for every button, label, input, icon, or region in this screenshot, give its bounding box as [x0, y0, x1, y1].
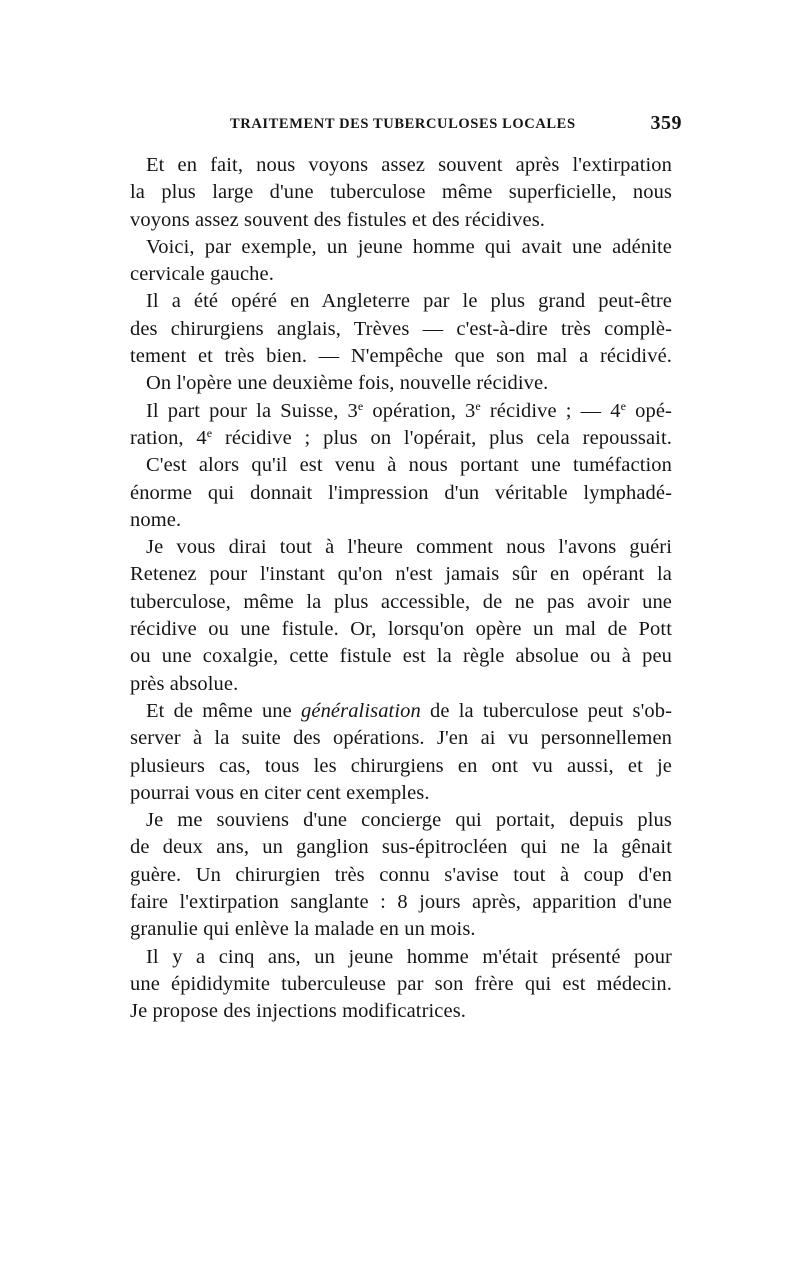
- text-line: Et en fait, nous voyons assez souvent après l'extirpation: [146, 154, 672, 176]
- running-head: [130, 114, 682, 138]
- text-line: server à la suite des opérations. J'en ai vu personnellemen: [130, 727, 672, 750]
- text-line: On l'opère une deuxième fois, nouvelle récidive.: [146, 372, 549, 395]
- text-line: une épididymite tuberculeuse par son frère qui est médecin.: [130, 972, 672, 995]
- superscript: e: [206, 425, 213, 440]
- text-line: Voici, par exemple, un jeune homme qui avait une adénite: [146, 235, 672, 258]
- text-line: [130, 398, 672, 425]
- text-line: Je propose des injections modificatrices.: [130, 1000, 466, 1023]
- paragraph: [130, 944, 672, 1026]
- text-line: [130, 698, 672, 725]
- text-line: Retenez pour l'instant qu'on n'est jamais sûr en opérant la: [130, 563, 672, 586]
- paragraph: [130, 152, 672, 234]
- paragraph: [130, 398, 672, 453]
- text-line: Je vous dirai tout à l'heure comment nous l'avons guéri: [146, 536, 672, 559]
- running-title: TRAITEMENT DES TUBERCULOSES LOCALES: [230, 116, 576, 132]
- text-line: [130, 425, 672, 452]
- text-line: récidive ou une fistule. Or, lorsqu'on opère un mal de Pott: [130, 618, 672, 641]
- paragraph: [130, 452, 672, 534]
- text-run: récidive ; plus on l'opérait, plus cela repoussait.: [212, 426, 672, 449]
- text-line: granulie qui enlève la malade en un mois.: [130, 918, 476, 941]
- text-line: nome.: [130, 508, 182, 531]
- text-line: la plus large d'une tuberculose même superficielle, nous: [130, 181, 672, 204]
- superscript: e: [357, 398, 364, 413]
- text-line: près absolue.: [130, 672, 239, 695]
- emphasis-text: généralisation: [301, 699, 421, 722]
- text-line: pourrai vous en citer cent exemples.: [130, 781, 430, 804]
- text-line: voyons assez souvent des fistules et des récidives.: [130, 208, 546, 231]
- paragraph: [130, 534, 672, 698]
- text-line: plusieurs cas, tous les chirurgiens en ont vu aussi, et je: [130, 754, 672, 777]
- text-line: Il y a cinq ans, un jeune homme m'était présenté pour: [146, 945, 672, 968]
- text-line: C'est alors qu'il est venu à nous portant une tuméfaction: [146, 454, 672, 477]
- text-line: des chirurgiens anglais, Trèves — c'est-à-dire très complè-: [130, 317, 672, 340]
- paragraph: [130, 234, 672, 289]
- text-line: faire l'extirpation sanglante : 8 jours après, apparition d'une: [130, 891, 672, 914]
- superscript: e: [475, 398, 481, 413]
- paragraph: [130, 288, 672, 370]
- text-run: Et de même une: [146, 699, 302, 722]
- text-run: de la tuberculose peut s'ob-: [420, 699, 672, 722]
- text-line: cervicale gauche.: [130, 263, 274, 286]
- text-run: ration, 4: [130, 426, 207, 449]
- text-line: de deux ans, un ganglion sus-épitrocléen qui ne la gênait: [130, 836, 672, 859]
- text-line: énorme qui donnait l'impression d'un véritable lymphadé-: [130, 481, 672, 504]
- text-line: Je me souviens d'une concierge qui portait, depuis plus: [146, 809, 672, 832]
- text-line: guère. Un chirurgien très connu s'avise tout à coup d'en: [130, 863, 672, 886]
- body-text: [130, 152, 672, 1026]
- text-line: tement et très bien. — N'empêche que son mal a récidivé.: [130, 345, 672, 368]
- paragraph: [130, 698, 672, 807]
- paragraph: [130, 370, 672, 397]
- text-run: récidive ; — 4: [480, 399, 621, 422]
- text-run: opé-: [626, 399, 672, 422]
- text-line: Il a été opéré en Angleterre par le plus grand peut-être: [146, 290, 672, 313]
- text-line: tuberculose, même la plus accessible, de ne pas avoir une: [130, 590, 672, 613]
- superscript: e: [620, 398, 627, 413]
- paragraph: [130, 807, 672, 943]
- text-line: ou une coxalgie, cette fistule est la règle absolue ou à peu: [130, 645, 672, 668]
- text-run: Il part pour la Suisse, 3: [146, 399, 358, 422]
- text-run: opération, 3: [363, 399, 476, 422]
- page-number: 359: [650, 112, 682, 134]
